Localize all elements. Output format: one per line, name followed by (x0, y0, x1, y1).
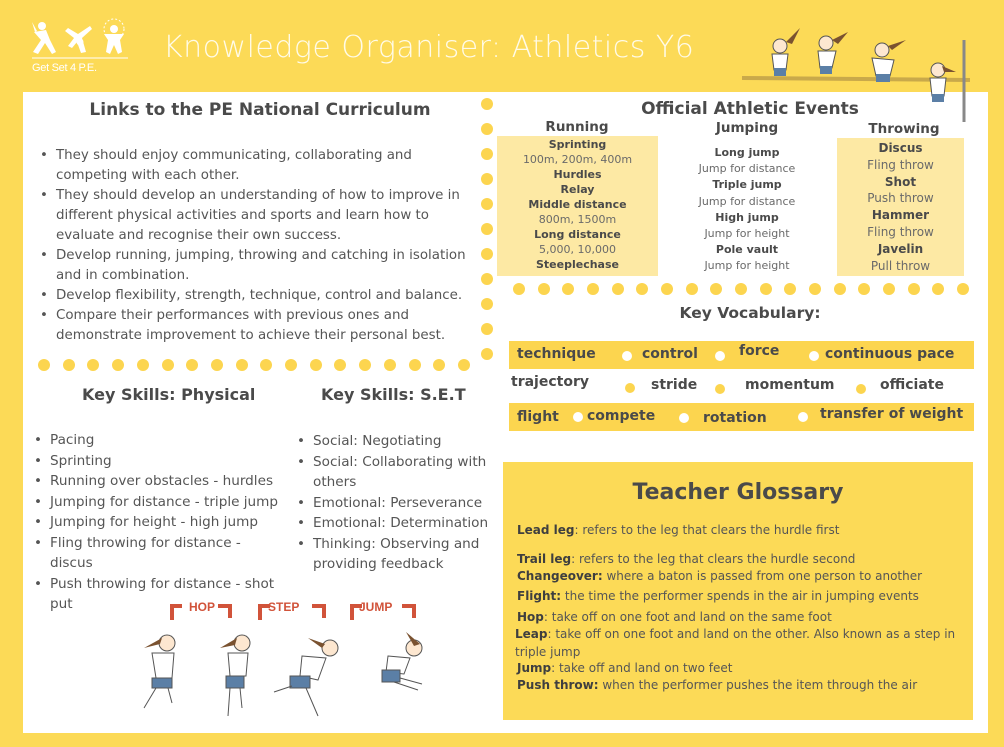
step-label: STEP (268, 600, 300, 614)
glossary-definition: : refers to the leg that clears the hurdle first (574, 523, 840, 537)
skills-physical-title: Key Skills: Physical (82, 385, 256, 404)
event-name: High jump (715, 210, 779, 224)
divider-dot (137, 359, 149, 371)
divider-dot (562, 283, 574, 295)
divider-dot (481, 198, 493, 210)
divider-dot (481, 323, 493, 335)
glossary-definition: the time the performer spends in the air in jumping events (561, 589, 919, 603)
event-name: Middle distance (528, 198, 627, 211)
glossary-term: Trail leg (517, 552, 572, 566)
divider-dot (636, 283, 648, 295)
vocab-word: transfer of weight (820, 406, 964, 422)
divider-dot (87, 359, 99, 371)
divider-dot (458, 359, 470, 371)
event-name: Shot (884, 174, 917, 189)
divider-dot (310, 359, 322, 371)
glossary-item (517, 588, 967, 606)
glossary-definition: : refers to the leg that clears the hurdle second (571, 552, 856, 566)
throwing-events (837, 138, 964, 276)
divider-dot (38, 359, 50, 371)
divider-dot (932, 283, 944, 295)
hop-step-jump-illustration (122, 598, 442, 723)
list-item: • Pacing (34, 430, 294, 451)
bullet-dot (809, 351, 819, 361)
list-item: • Jumping for distance - triple jump (34, 492, 294, 513)
vocab-word: technique (517, 346, 596, 362)
dotted-divider-vertical (481, 98, 493, 360)
vocabulary-row (509, 403, 974, 431)
list-item: • Develop running, jumping, throwing and catching in isolation and in combination. (40, 246, 480, 286)
event-name: Javelin (877, 241, 924, 256)
glossary-definition: : take off on one foot and land on the same foot (543, 610, 832, 624)
event-detail: Jump for height (704, 259, 790, 273)
divider-dot (957, 283, 969, 295)
bullet-dot (625, 383, 635, 393)
divider-dot (236, 359, 248, 371)
dotted-divider-right (513, 283, 969, 295)
bullet-dot (622, 351, 632, 361)
curriculum-title: Links to the PE National Curriculum (89, 100, 431, 120)
vocab-word: continuous pace (825, 346, 955, 362)
divider-dot (481, 123, 493, 135)
divider-dot (112, 359, 124, 371)
divider-dot (538, 283, 550, 295)
glossary-definition: : take off on one foot and land on the other. Also known as a step in triple jump (515, 627, 956, 659)
glossary-term: Jump (517, 661, 552, 675)
bullet-dot (856, 384, 866, 394)
bullet-dot (715, 384, 725, 394)
event-detail: Fling throw (867, 224, 934, 239)
page-title: Knowledge Organiser: Athletics Y6 (163, 30, 695, 65)
vocabulary-title: Key Vocabulary: (679, 304, 821, 322)
divider-dot (334, 359, 346, 371)
teacher-glossary (503, 462, 973, 720)
divider-dot (809, 283, 821, 295)
vocab-word: officiate (880, 377, 944, 393)
skills-set-title: Key Skills: S.E.T (321, 385, 466, 404)
list-item: • Thinking: Observing and providing feedback (297, 534, 497, 575)
divider-dot (760, 283, 772, 295)
list-item: • Social: Negotiating (297, 431, 497, 452)
jumping-heading: Jumping (715, 120, 779, 136)
glossary-term: Hop (517, 610, 544, 624)
divider-dot (587, 283, 599, 295)
event-detail: Jump for distance (698, 162, 796, 176)
vocab-word: flight (517, 409, 559, 425)
glossary-item (517, 677, 967, 695)
list-item: • They should develop an understanding of how to improve in different physical activities and sports and learn how to evaluate and recognise their own success. (40, 186, 480, 246)
event-detail: Push throw (867, 191, 934, 206)
list-item: • Emotional: Determination (297, 513, 497, 534)
divider-dot (285, 359, 297, 371)
logo-text: Get Set 4 P.E. (32, 62, 97, 74)
events-title: Official Athletic Events (641, 99, 859, 119)
glossary-item (517, 609, 967, 627)
glossary-definition: : take off and land on two feet (551, 661, 733, 675)
running-heading: Running (545, 119, 609, 135)
event-detail: 100m, 200m, 400m (522, 153, 633, 166)
vocabulary-row (509, 341, 974, 369)
skills-set-list (297, 431, 497, 575)
event-detail: Fling throw (867, 157, 934, 172)
divider-dot (260, 359, 272, 371)
list-item: • Push throwing for distance - shot put (34, 574, 294, 615)
glossary-definition: when the performer pushes the item through the air (598, 678, 918, 692)
list-item: • Running over obstacles - hurdles (34, 471, 294, 492)
divider-dot (858, 283, 870, 295)
bullet-dot (798, 412, 808, 422)
glossary-term: Push throw: (517, 678, 599, 692)
vocab-word: rotation (703, 410, 767, 426)
event-name: Triple jump (712, 178, 782, 192)
divider-dot (384, 359, 396, 371)
bullet-dot (715, 351, 725, 361)
glossary-title: Teacher Glossary (632, 480, 844, 505)
list-item: • Jumping for height - high jump (34, 512, 294, 533)
jumping-events (667, 145, 827, 275)
event-detail: 5,000, 10,000 (539, 243, 616, 256)
list-item: • Compare their performances with previous ones and demonstrate improvement to achieve their personal best. (40, 306, 480, 346)
divider-dot (359, 359, 371, 371)
glossary-item (517, 568, 967, 586)
list-item: • Social: Collaborating with others (297, 452, 497, 493)
vocab-word: trajectory (511, 374, 589, 390)
divider-dot (186, 359, 198, 371)
curriculum-list (40, 146, 480, 346)
divider-dot (612, 283, 624, 295)
glossary-item (517, 551, 967, 569)
glossary-item (517, 660, 967, 678)
list-item: • They should enjoy communicating, collaborating and competing with each other. (40, 146, 480, 186)
hop-label: HOP (189, 600, 216, 614)
bullet-dot (679, 413, 689, 423)
event-name: Long jump (714, 146, 780, 159)
vocabulary-row (509, 372, 974, 400)
event-name: Hurdles (553, 168, 602, 181)
glossary-term: Lead leg (517, 523, 575, 537)
divider-dot (211, 359, 223, 371)
divider-dot (481, 223, 493, 235)
skills-physical-list (34, 430, 294, 615)
event-detail: 800m, 1500m (538, 213, 617, 226)
event-name: Discus (878, 141, 923, 155)
divider-dot (735, 283, 747, 295)
bullet-dot (573, 412, 583, 422)
divider-dot (661, 283, 673, 295)
divider-dot (481, 273, 493, 285)
vocab-word: compete (587, 408, 656, 424)
event-detail: Pull throw (870, 258, 931, 273)
divider-dot (481, 148, 493, 160)
divider-dot (883, 283, 895, 295)
dotted-divider-left (38, 359, 470, 371)
event-name: Steeplechase (536, 258, 619, 271)
list-item: • Develop flexibility, strength, technique, control and balance. (40, 286, 480, 306)
divider-dot (481, 348, 493, 360)
divider-dot (481, 248, 493, 260)
glossary-term: Leap (515, 627, 548, 641)
vocab-word: stride (651, 377, 698, 393)
divider-dot (513, 283, 525, 295)
divider-dot (686, 283, 698, 295)
vocab-word: force (739, 343, 780, 359)
glossary-term: Flight: (517, 589, 562, 603)
divider-dot (710, 283, 722, 295)
glossary-item (517, 522, 967, 540)
event-name: Relay (560, 183, 595, 196)
event-name: Sprinting (548, 138, 607, 151)
divider-dot (63, 359, 75, 371)
divider-dot (481, 173, 493, 185)
logo (28, 18, 132, 80)
divider-dot (784, 283, 796, 295)
glossary-item (515, 626, 965, 661)
event-name: Long distance (534, 228, 621, 241)
event-name: Pole vault (715, 243, 779, 257)
jump-label: JUMP (359, 600, 393, 614)
throwing-heading: Throwing (868, 121, 940, 137)
triple-jump-runners-icon (122, 598, 442, 723)
athletes-logo-icon (28, 18, 132, 62)
glossary-term: Changeover: (517, 569, 603, 583)
event-name: Hammer (871, 208, 930, 223)
divider-dot (481, 98, 493, 110)
divider-dot (481, 298, 493, 310)
list-item: • Sprinting (34, 451, 294, 472)
event-detail: Jump for distance (698, 194, 796, 208)
divider-dot (409, 359, 421, 371)
event-detail: Jump for height (704, 227, 790, 241)
divider-dot (834, 283, 846, 295)
vocab-word: momentum (745, 377, 835, 393)
list-item: • Emotional: Perseverance (297, 493, 497, 514)
glossary-definition: where a baton is passed from one person to another (602, 569, 923, 583)
vocab-word: control (642, 346, 698, 362)
divider-dot (908, 283, 920, 295)
divider-dot (162, 359, 174, 371)
list-item: • Fling throwing for distance - discus (34, 533, 264, 574)
running-events (497, 136, 658, 276)
divider-dot (433, 359, 445, 371)
